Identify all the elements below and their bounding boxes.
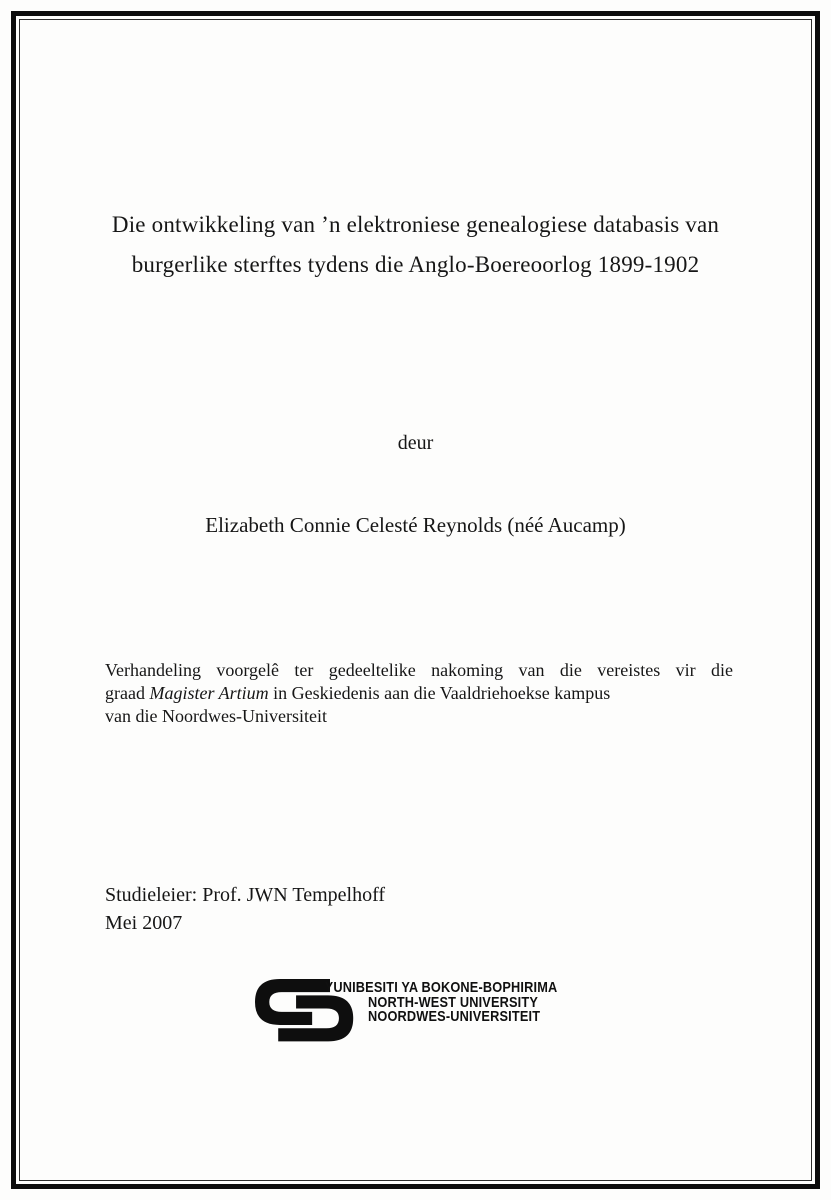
degree-name-italic: Magister Artium — [149, 683, 269, 703]
declaration-line2-suffix: in Geskiedenis aan die Vaaldriehoekse kampus — [268, 683, 611, 703]
logo-text-english: NORTH-WEST UNIVERSITY — [368, 993, 539, 1011]
logo-text-afrikaans: NOORDWES-UNIVERSITEIT — [368, 1008, 541, 1025]
logo-text-setswana: YUNIBESITI YA BOKONE-BOPHIRIMA — [324, 979, 558, 996]
declaration-line2-prefix: graad — [105, 683, 150, 703]
nwu-logo-wordmark — [324, 979, 601, 1025]
declaration-line3: van die Noordwes-Universiteit — [105, 706, 327, 726]
declaration-line2 — [105, 682, 733, 705]
byline-label: deur — [397, 432, 434, 454]
author-name: Elizabeth Connie Celesté Reynolds (néé Aucamp) — [205, 513, 626, 537]
declaration-line1: Verhandeling voorgelê ter gedeeltelike nakoming van die vereistes vir die — [105, 660, 733, 680]
degree-declaration — [105, 659, 733, 728]
supervisor-line: Studieleier: Prof. JWN Tempelhoff — [105, 884, 386, 906]
supervisor-block — [105, 881, 385, 937]
thesis-title-line1: Die ontwikkeling van ’n elektroniese genealogiese databasis van — [111, 212, 720, 237]
thesis-title-line2: burgerlike sterftes tydens die Anglo-Boereoorlog 1899-1902 — [131, 252, 700, 277]
date-line: Mei 2007 — [105, 912, 183, 934]
thesis-title — [0, 205, 831, 285]
nwu-logo — [255, 979, 642, 1043]
